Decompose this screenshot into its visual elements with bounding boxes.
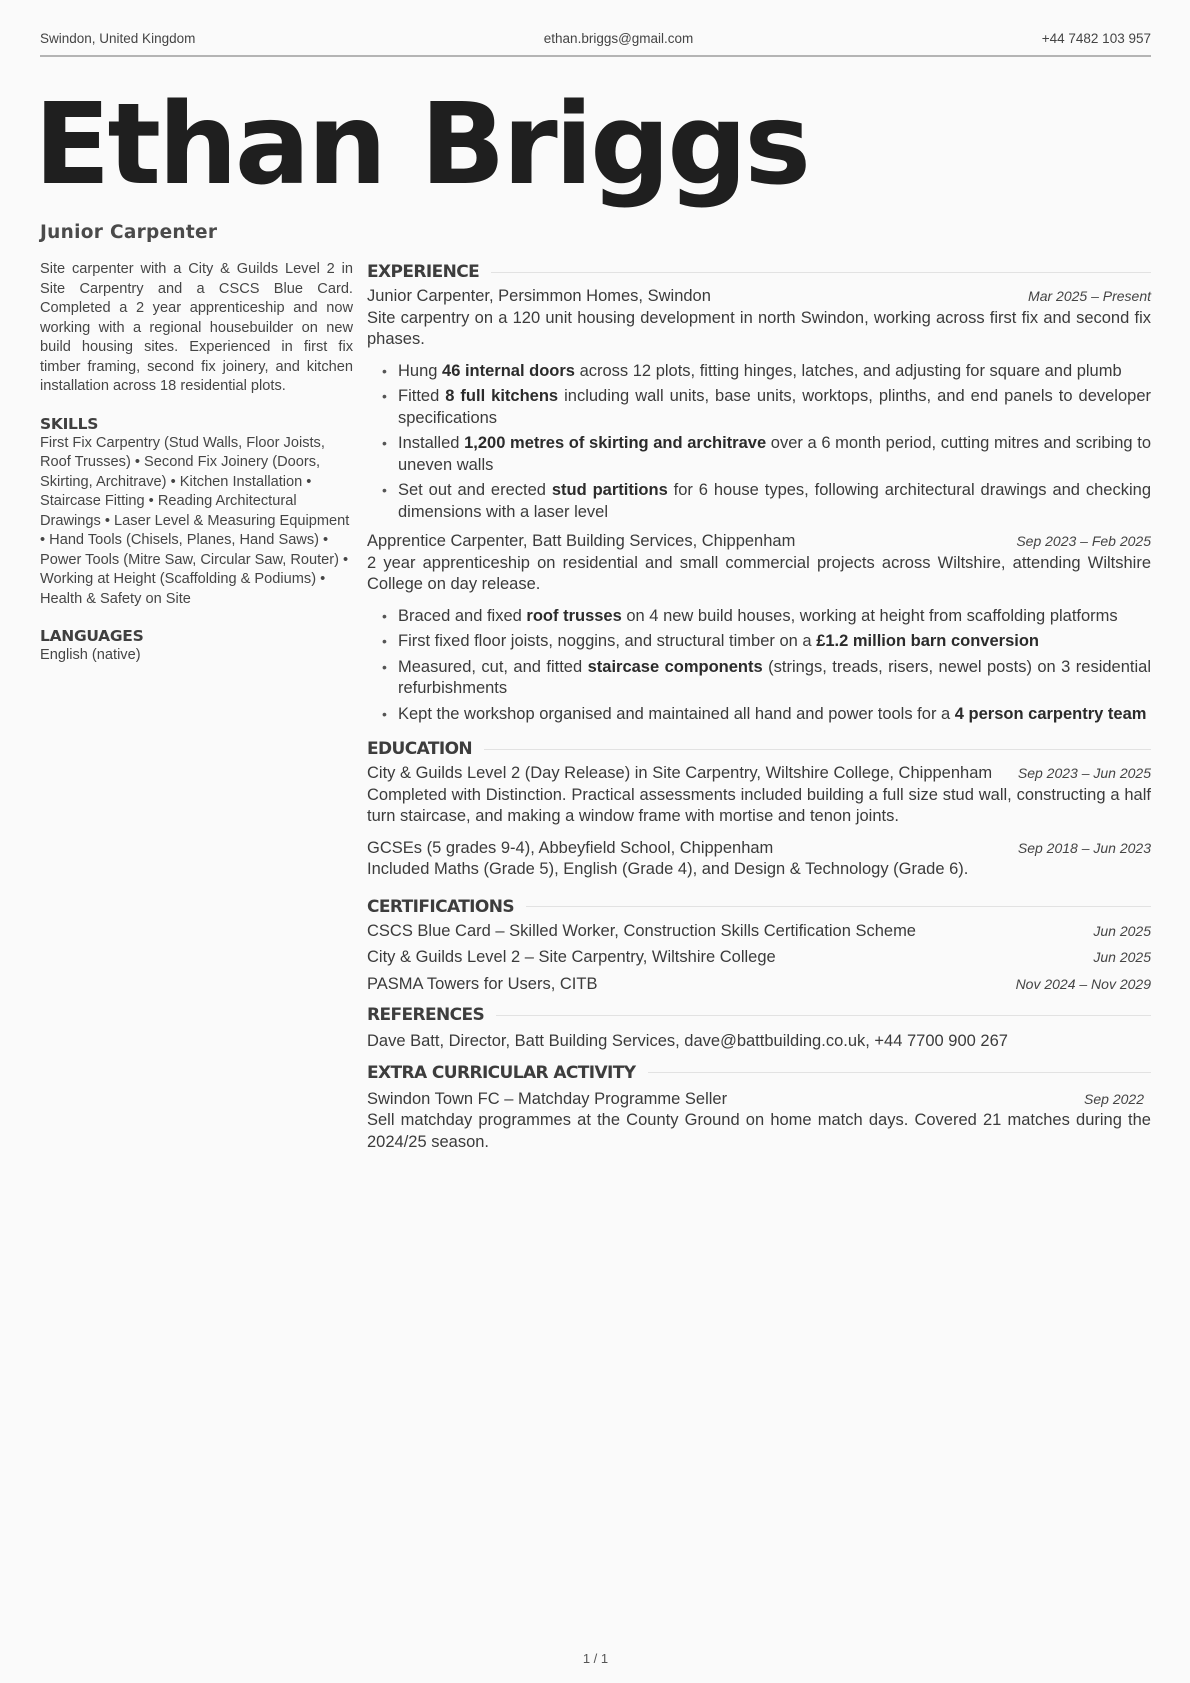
certification-item: City & Guilds Level 2 – Site Carpentry, Wiltshire College Jun 2025 [367, 948, 1151, 966]
candidate-name: Ethan Briggs [34, 80, 809, 210]
activity-date: Sep 2022 [1084, 1090, 1144, 1107]
summary: Site carpenter with a City & Guilds Level 2 in Site Carpentry and a CSCS Blue Card. Completed a 2 year apprenticeship and now working with a regional housebuilder on new build housing sites. Experienced in first fix timber framing, second fix joinery, and kitchen installation across 18 residential plots. [40, 261, 353, 394]
education-entry [367, 838, 1151, 881]
certification-item: PASMA Towers for Users, CITB Nov 2024 – Nov 2029 [367, 974, 1151, 993]
contact-bar [40, 31, 1151, 46]
right-column [367, 262, 1151, 1153]
achievement-item: • Measured, cut, and fitted staircase components (strings, treads, risers, newel posts) on 3 residential refurbishments [367, 657, 1151, 700]
job-title-company: Apprentice Carpenter, Batt Building Services, Chippenham [367, 532, 796, 550]
extracurricular-entry [367, 1089, 1151, 1154]
achievement-item: • Set out and erected stud partitions for 6 house types, following architectural drawings and checking dimensions with a laser level [367, 480, 1151, 523]
section-divider [648, 1072, 1152, 1073]
experience-section-header [367, 262, 1151, 282]
education-dates: Sep 2023 – Jun 2025 [1017, 765, 1151, 781]
skills-list: First Fix Carpentry (Stud Walls, Floor Joists, Roof Trusses) • Second Fix Joinery (Doors, Skirting, Architrave) • Kitchen Installation • Staircase Fitting • Reading Architectural Drawings • Laser Level & Measuring Equipment • Hand Tools (Chisels, Planes, Hand Saws) • Power Tools (Mitre Saw, Circular Saw, Router) • Working at Height (Scaffolding & Podiums) • Health & Safety on Site [40, 434, 350, 607]
reference-contact: Dave Batt, Director, Batt Building Services, dave@battbuilding.co.uk, +44 7700 900 267 [367, 1032, 1008, 1050]
phone-number: +44 7482 103 957 [1041, 31, 1151, 46]
achievement-item: • Braced and fixed roof trusses on 4 new build houses, working at height from scaffolding platforms [367, 606, 1151, 628]
location: Swindon, United Kingdom [40, 31, 196, 46]
education-title: GCSEs (5 grades 9-4), Abbeyfield School, Chippenham [367, 838, 774, 857]
resume-page [34, 0, 1151, 1683]
left-column [40, 260, 353, 666]
job-title: Junior Carpenter [40, 222, 218, 243]
achievement-item: • Installed 1,200 metres of skirting and architrave over a 6 month period, cutting mitres and scribing to uneven walls [367, 433, 1151, 476]
section-divider [491, 272, 1151, 273]
achievement-item: • First fixed floor joists, noggins, and structural timber on a £1.2 million barn conversion [367, 631, 1151, 653]
job-description: 2 year apprenticeship on residential and small commercial projects across Wiltshire, attending Wiltshire College on day release. [367, 553, 1151, 593]
experience-heading: EXPERIENCE [367, 262, 480, 282]
skills-heading: SKILLS [40, 414, 99, 433]
job-achievements [367, 606, 1151, 726]
extracurricular-heading: EXTRA CURRICULAR ACTIVITY [367, 1062, 636, 1083]
languages-list: English (native) [40, 647, 141, 663]
job-dates: Sep 2023 – Feb 2025 [1016, 533, 1151, 549]
job-dates: Mar 2025 – Present [1028, 288, 1151, 304]
header-divider [40, 55, 1151, 57]
job-entry [367, 531, 1151, 725]
languages-heading: LANGUAGES [40, 627, 144, 645]
education-heading: EDUCATION [367, 739, 473, 759]
section-divider [496, 1015, 1151, 1016]
achievement-item: • Fitted 8 full kitchens including wall units, base units, worktops, plinths, and end panels to developer specifications [367, 386, 1151, 429]
page-number: 1 / 1 [582, 1651, 609, 1666]
achievement-item: • Kept the workshop organised and maintained all hand and power tools for a 4 person carpentry team [367, 704, 1151, 726]
certifications-heading: CERTIFICATIONS [367, 896, 515, 917]
activity-description: Sell matchday programmes at the County Ground on home match days. Covered 21 matches during the 2024/25 season. [367, 1111, 1151, 1151]
education-description: Completed with Distinction. Practical assessments included building a full size stud wall, constructing a half turn staircase, and making a window frame with mortise and tenon joints. [367, 785, 1151, 825]
job-description: Site carpentry on a 120 unit housing development in north Swindon, working across first fix and second fix phases. [367, 308, 1151, 348]
education-dates: Sep 2018 – Jun 2023 [1017, 839, 1151, 856]
education-entry [367, 763, 1151, 828]
extracurricular-section-header [367, 1063, 1151, 1083]
email-link[interactable]: ethan.briggs@gmail.com [543, 31, 694, 46]
job-entry [367, 286, 1151, 523]
job-achievements [367, 361, 1151, 524]
section-divider [526, 906, 1151, 907]
references-heading: REFERENCES [367, 1005, 485, 1025]
education-title: City & Guilds Level 2 (Day Release) in Site Carpentry, Wiltshire College, Chippenham [367, 764, 993, 782]
certifications-section-header [367, 897, 1151, 917]
achievement-item: • Hung 46 internal doors across 12 plots, fitting hinges, latches, and adjusting for square and plumb [367, 361, 1151, 383]
education-section-header [367, 739, 1151, 759]
education-description: Included Maths (Grade 5), English (Grade 4), and Design & Technology (Grade 6). [367, 860, 969, 878]
certification-list [367, 921, 1151, 996]
activity-title: Swindon Town FC – Matchday Programme Seller [367, 1089, 728, 1108]
section-divider [484, 749, 1151, 750]
job-title-company: Junior Carpenter, Persimmon Homes, Swindon [367, 287, 711, 305]
references-section-header [367, 1005, 1151, 1025]
certification-item: CSCS Blue Card – Skilled Worker, Construction Skills Certification Scheme Jun 2025 [367, 921, 1151, 940]
